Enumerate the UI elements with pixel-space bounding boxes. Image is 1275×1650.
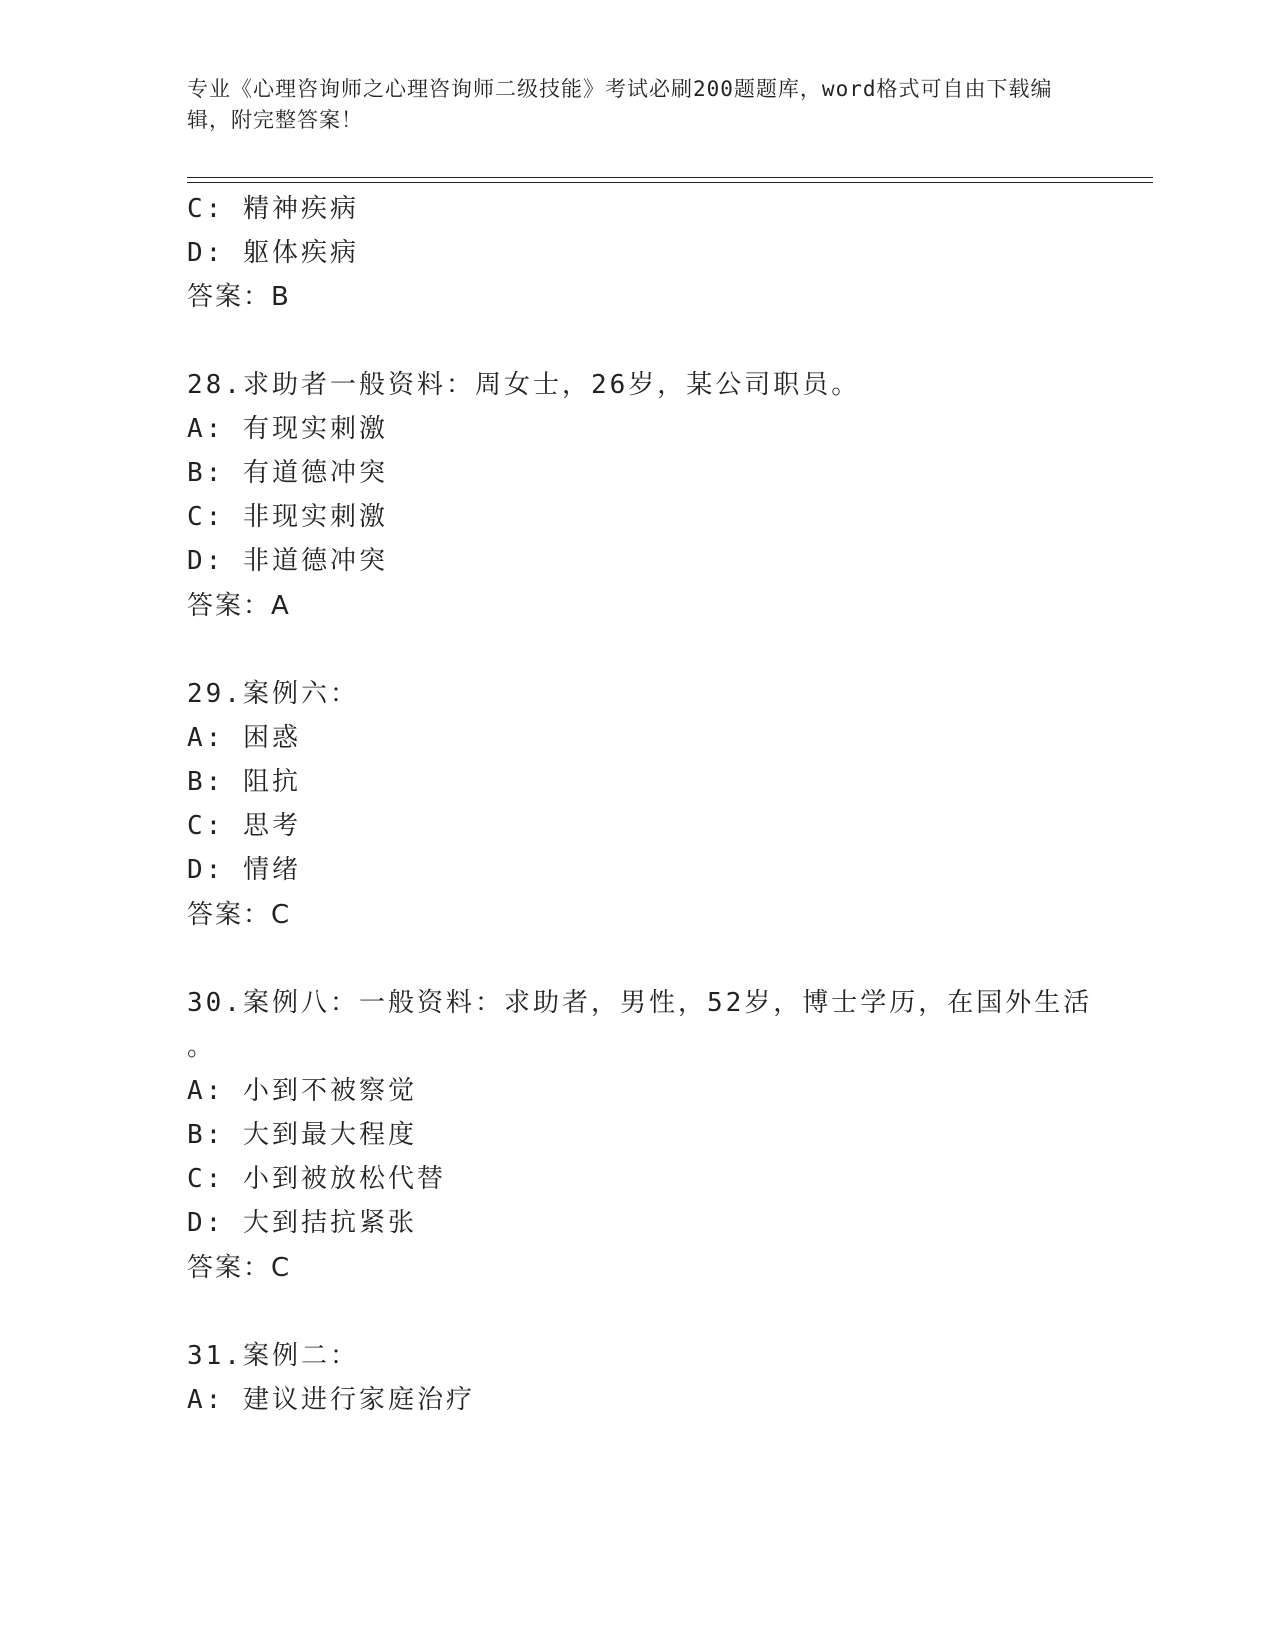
q30-option-c: C: 小到被放松代替 [187, 1164, 446, 1194]
q29-option-d: D: 情绪 [187, 855, 301, 885]
q27-option-c: C: 精神疾病 [187, 194, 359, 224]
q29-answer: 答案：C [187, 900, 292, 930]
q30-answer: 答案：C [187, 1253, 292, 1283]
q30-option-d: D: 大到拮抗紧张 [187, 1208, 417, 1238]
q30-option-b: B: 大到最大程度 [187, 1120, 417, 1150]
q30-question-line1: 30.案例八：一般资料：求助者，男性，52岁，博士学历，在国外生活 [187, 988, 1093, 1018]
q31-question: 31.案例二： [187, 1341, 359, 1371]
q29-option-a: A: 困惑 [187, 723, 301, 753]
header-divider-bottom [187, 182, 1153, 183]
q29-option-b: B: 阻抗 [187, 767, 301, 797]
header-divider-top [187, 177, 1153, 178]
q29-option-c: C: 思考 [187, 811, 301, 841]
q27-option-d: D: 躯体疾病 [187, 238, 359, 268]
q29-question: 29.案例六： [187, 679, 359, 709]
q28-option-b: B: 有道德冲突 [187, 458, 388, 488]
q30-option-a: A: 小到不被察觉 [187, 1076, 417, 1106]
q27-answer: 答案：B [187, 282, 291, 312]
q28-question: 28.求助者一般资料：周女士，26岁，某公司职员。 [187, 370, 861, 400]
q28-option-d: D: 非道德冲突 [187, 546, 388, 576]
q31-option-a: A: 建议进行家庭治疗 [187, 1385, 475, 1415]
document-header: 专业《心理咨询师之心理咨询师二级技能》考试必刷200题题库，word格式可自由下载编辑，附完整答案！ [187, 77, 1053, 132]
q28-option-c: C: 非现实刺激 [187, 502, 388, 532]
q30-question-line2: 。 [187, 1032, 217, 1062]
q28-answer: 答案：A [187, 591, 291, 621]
q28-option-a: A: 有现实刺激 [187, 414, 388, 444]
